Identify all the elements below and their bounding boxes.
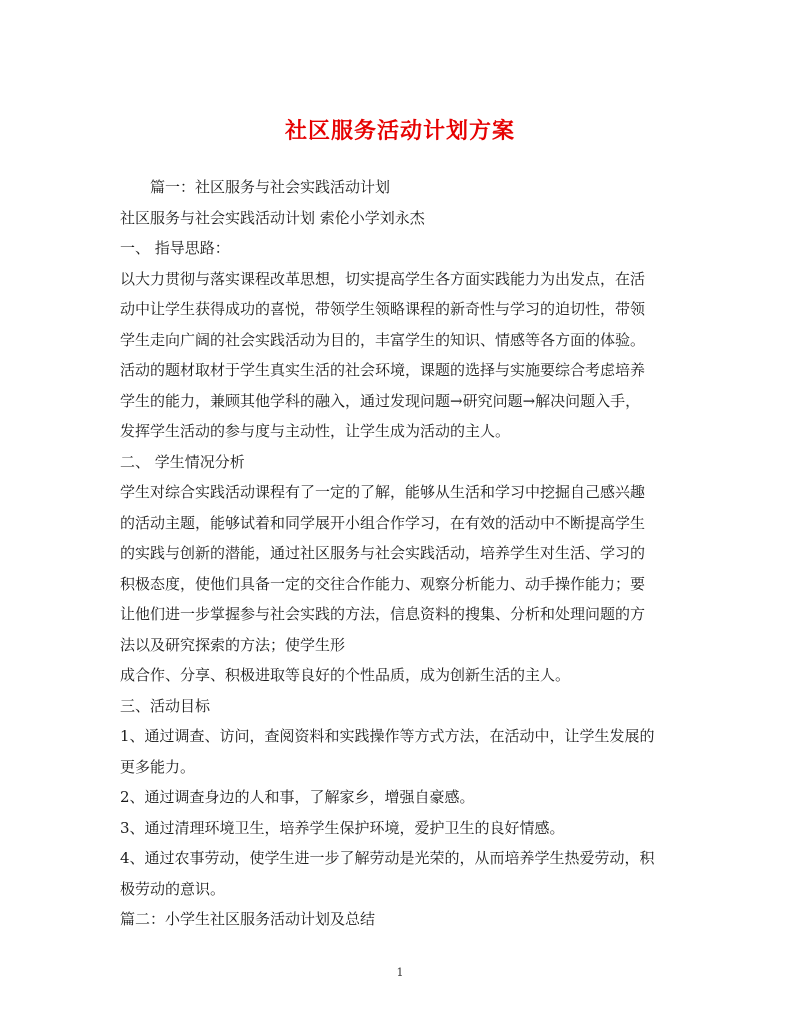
heading-guiding-idea: 一、 指导思路： <box>120 239 230 257</box>
plan-subtitle: 社区服务与社会实践活动计划 索伦小学刘永杰 <box>120 208 425 227</box>
heading-activity-goals: 三、活动目标 <box>120 696 211 715</box>
goal-item-3: 3、通过清理环境卫生，培养学生保护环境，爱护卫生的良好情感。 <box>120 818 565 837</box>
paragraph-line: 积极态度，使他们具备一定的交往合作能力、观察分析能力、动手操作能力；要 <box>120 574 646 593</box>
section-heading-part-one: 篇一：社区服务与社会实践活动计划 <box>150 178 391 196</box>
paragraph-line: 学生的能力，兼顾其他学科的融入，通过发现问题→研究问题→解决问题入手， <box>120 391 641 410</box>
document-body <box>120 172 686 935</box>
goal-item-1-continued: 更多能力。 <box>120 757 196 776</box>
goal-item-2: 2、通过调查身边的人和事，了解家乡，增强自豪感。 <box>120 788 475 806</box>
paragraph-line: 法以及研究探索的方法；使学生形 <box>120 635 346 654</box>
paragraph-line: 活动的题材取材于学生真实生活的社会环境，课题的选择与实施要综合考虑培养 <box>120 361 646 379</box>
paragraph-line: 成合作、分享、积极进取等良好的个性品质，成为创新生活的主人。 <box>120 666 571 684</box>
goal-item-1: 1、通过调查、访问，查阅资料和实践操作等方式方法，在活动中，让学生发展的 <box>120 727 655 745</box>
paragraph-line: 让他们进一步掌握参与社会实践的方法，信息资料的搜集、分析和处理问题的方 <box>120 605 646 623</box>
paragraph-line: 发挥学生活动的参与度与主动性，让学生成为活动的主人。 <box>120 422 511 440</box>
goal-item-4-continued: 极劳动的意识。 <box>120 879 226 898</box>
document-title: 社区服务活动计划方案 <box>284 117 515 144</box>
goal-item-4: 4、通过农事劳动，使学生进一步了解劳动是光荣的，从而培养学生热爱劳动，积 <box>120 849 655 867</box>
heading-student-analysis: 二、 学生情况分析 <box>120 452 245 471</box>
paragraph-line: 以大力贯彻与落实课程改革思想，切实提高学生各方面实践能力为出发点，在活 <box>120 269 646 288</box>
page-number: 1 <box>396 966 404 979</box>
paragraph-line: 的实践与创新的潜能，通过社区服务与社会实践活动，培养学生对生活、学习的 <box>120 544 646 562</box>
section-heading-part-two: 篇二：小学生社区服务活动计划及总结 <box>120 910 376 928</box>
paragraph-line: 动中让学生获得成功的喜悦，带领学生领略课程的新奇性与学习的迫切性，带领 <box>120 300 646 318</box>
paragraph-line: 学生对综合实践活动课程有了一定的了解，能够从生活和学习中挖掘自己感兴趣 <box>120 483 646 501</box>
paragraph-line: 的活动主题，能够试着和同学展开小组合作学习，在有效的活动中不断提高学生 <box>120 513 646 532</box>
paragraph-line: 学生走向广阔的社会实践活动为目的，丰富学生的知识、情感等各方面的体验。 <box>120 330 646 349</box>
